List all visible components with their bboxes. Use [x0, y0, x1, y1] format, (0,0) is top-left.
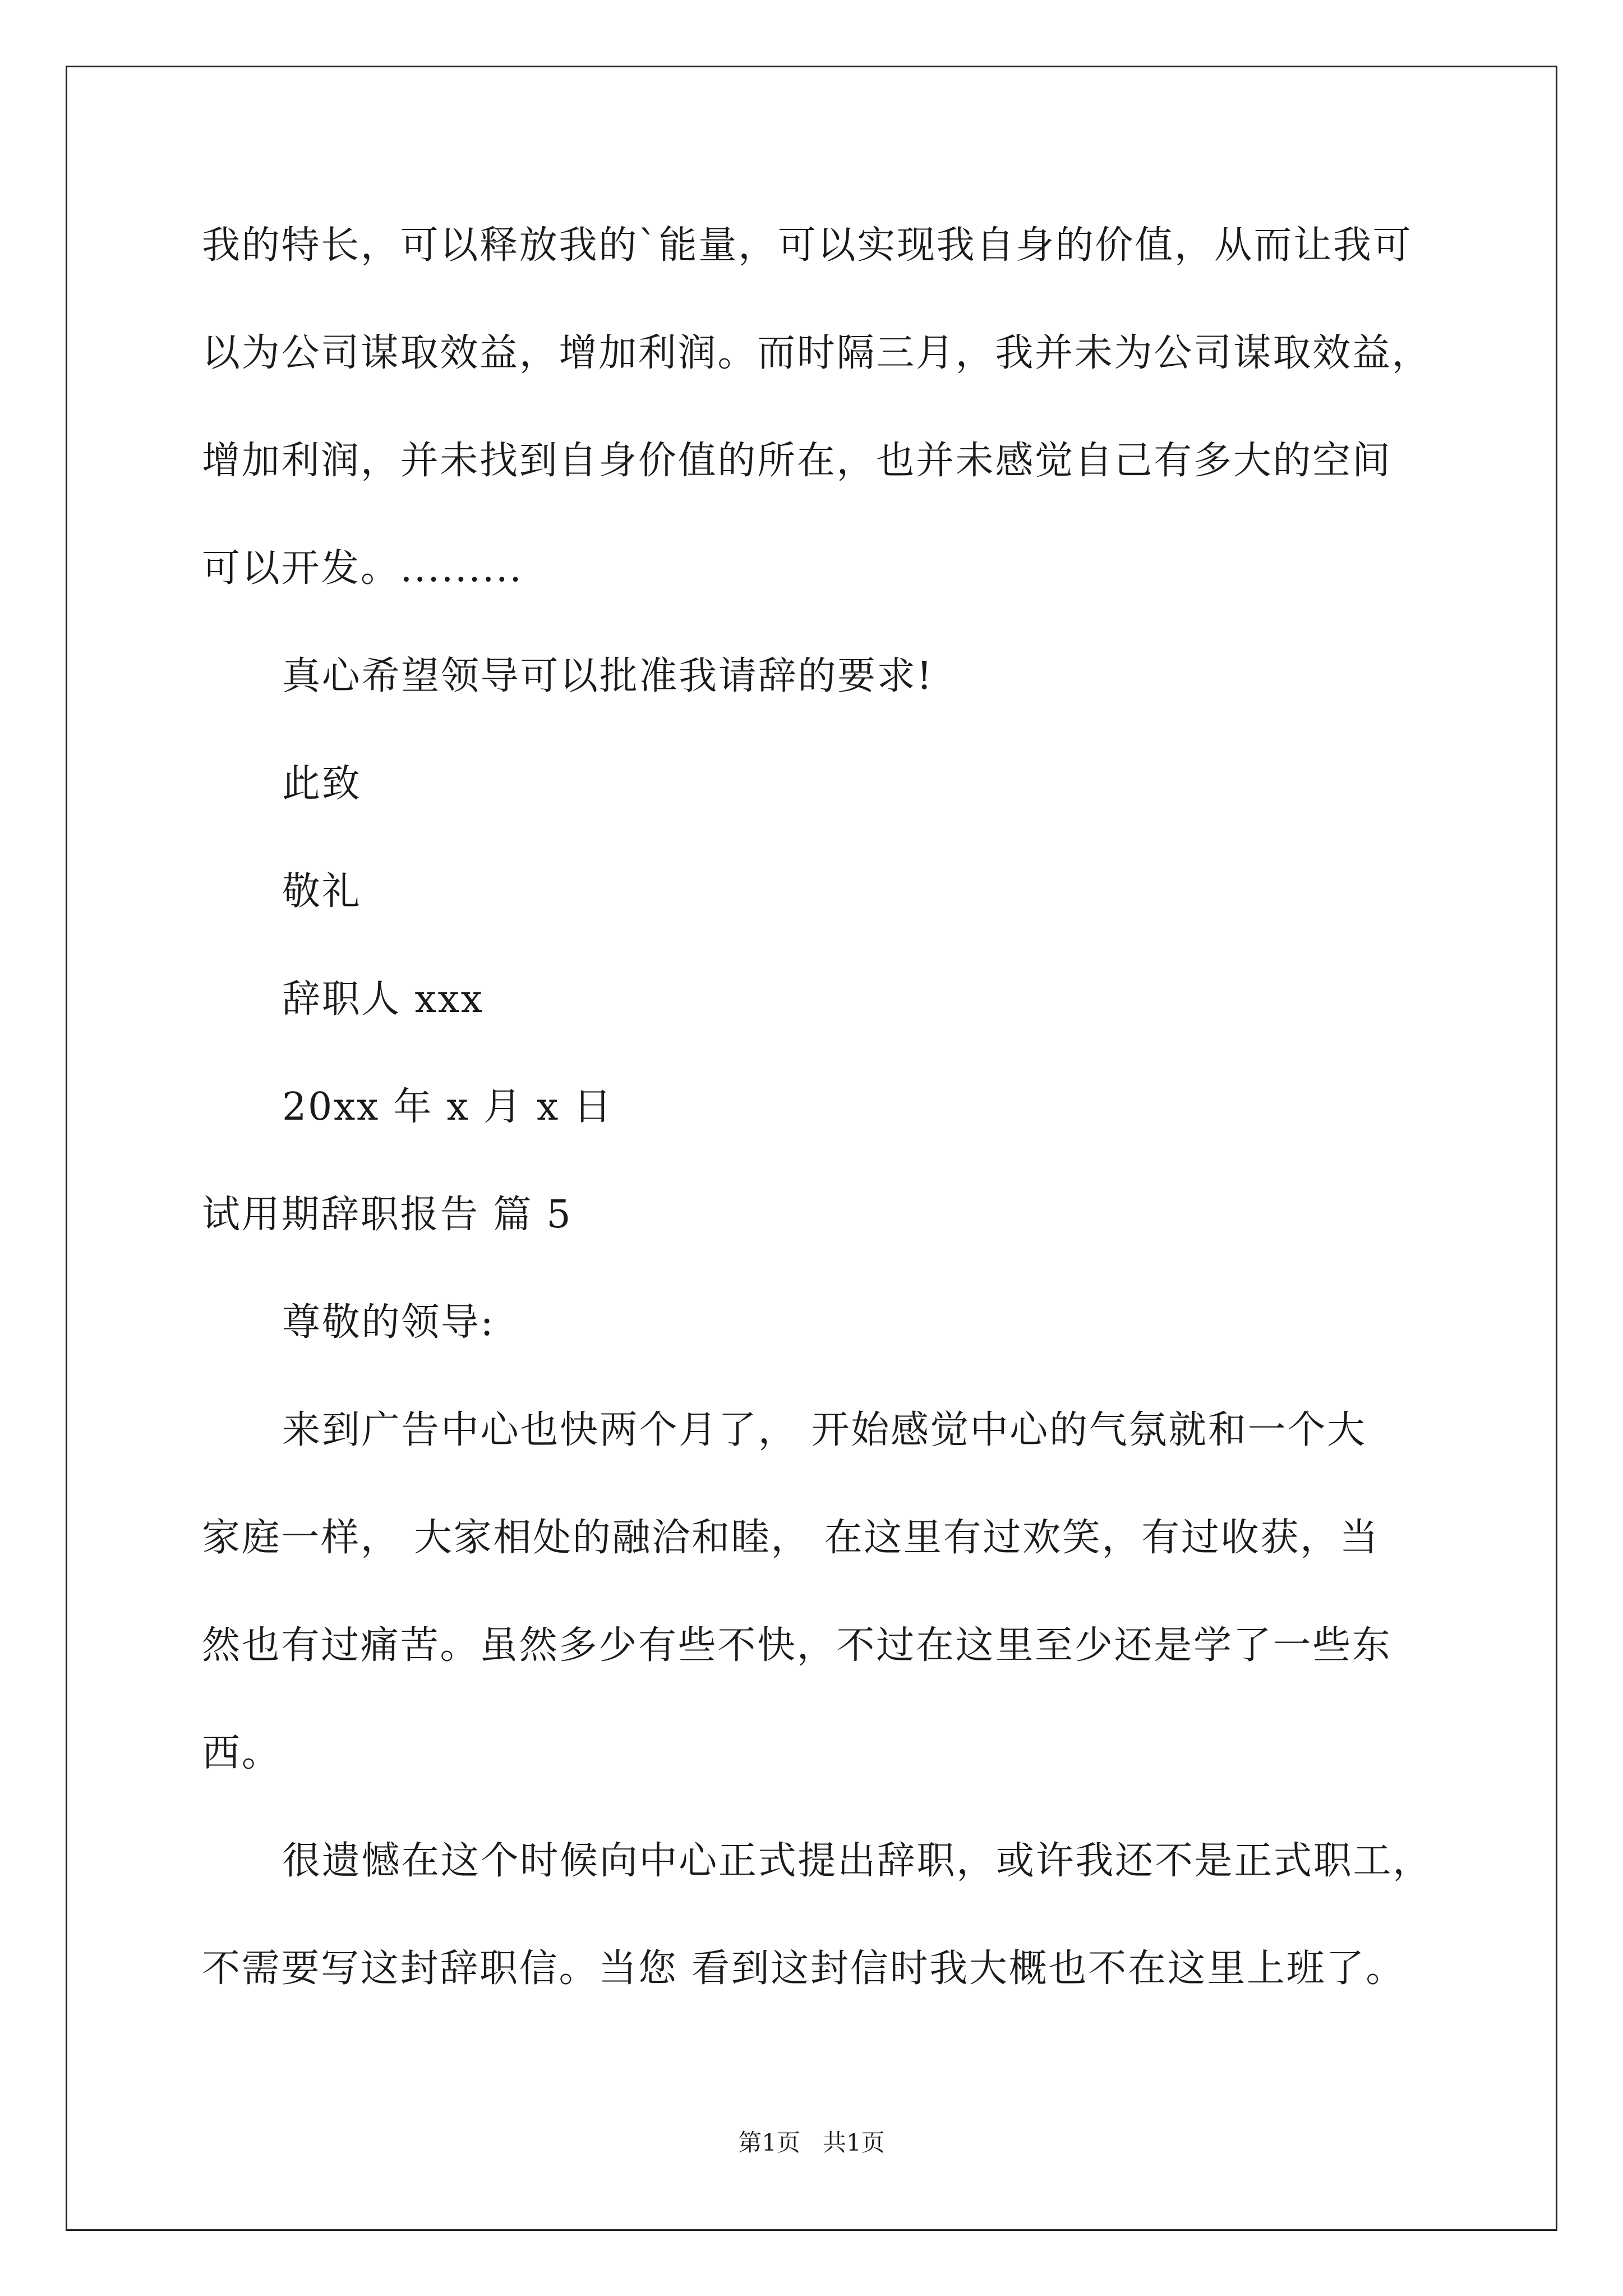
signature-line: 辞职人 xxx [282, 977, 484, 1022]
closing-salutation: 此致 [282, 762, 362, 806]
body-text-line: 以为公司谋取效益，增加利润。而时隔三月，我并未为公司谋取效益， [202, 331, 1432, 375]
body-text-line: 可以开发。......... [202, 546, 523, 591]
body-text-line: 来到广告中心也快两个月了， 开始感觉中心的气氛就和一个大 [282, 1408, 1367, 1452]
page-footer: 第1页 共1页 [738, 2129, 885, 2156]
body-text-line: 不需要写这封辞职信。当您 看到这封信时我大概也不在这里上班了。 [202, 1947, 1405, 1991]
body-text-line: 我的特长，可以释放我的`能量，可以实现我自身的价值，从而让我可 [202, 223, 1413, 268]
date-line: 20xx 年 x 月 x 日 [282, 1085, 614, 1129]
greeting-line: 尊敬的领导: [282, 1300, 495, 1345]
page-border [66, 66, 1557, 2231]
body-text-line: 西。 [202, 1731, 282, 1775]
section-heading: 试用期辞职报告 篇 5 [202, 1193, 573, 1237]
request-line: 真心希望领导可以批准我请辞的要求! [282, 654, 934, 698]
body-text-line: 增加利润，并未找到自身价值的所在，也并未感觉自己有多大的空间 [202, 439, 1392, 483]
body-text-line: 很遗憾在这个时候向中心正式提出辞职，或许我还不是正式职工， [282, 1839, 1432, 1883]
body-text-line: 然也有过痛苦。虽然多少有些不快，不过在这里至少还是学了一些东 [202, 1623, 1392, 1668]
closing-respect: 敬礼 [282, 869, 362, 914]
body-text-line: 家庭一样， 大家相处的融洽和睦， 在这里有过欢笑，有过收获，当 [202, 1516, 1380, 1560]
